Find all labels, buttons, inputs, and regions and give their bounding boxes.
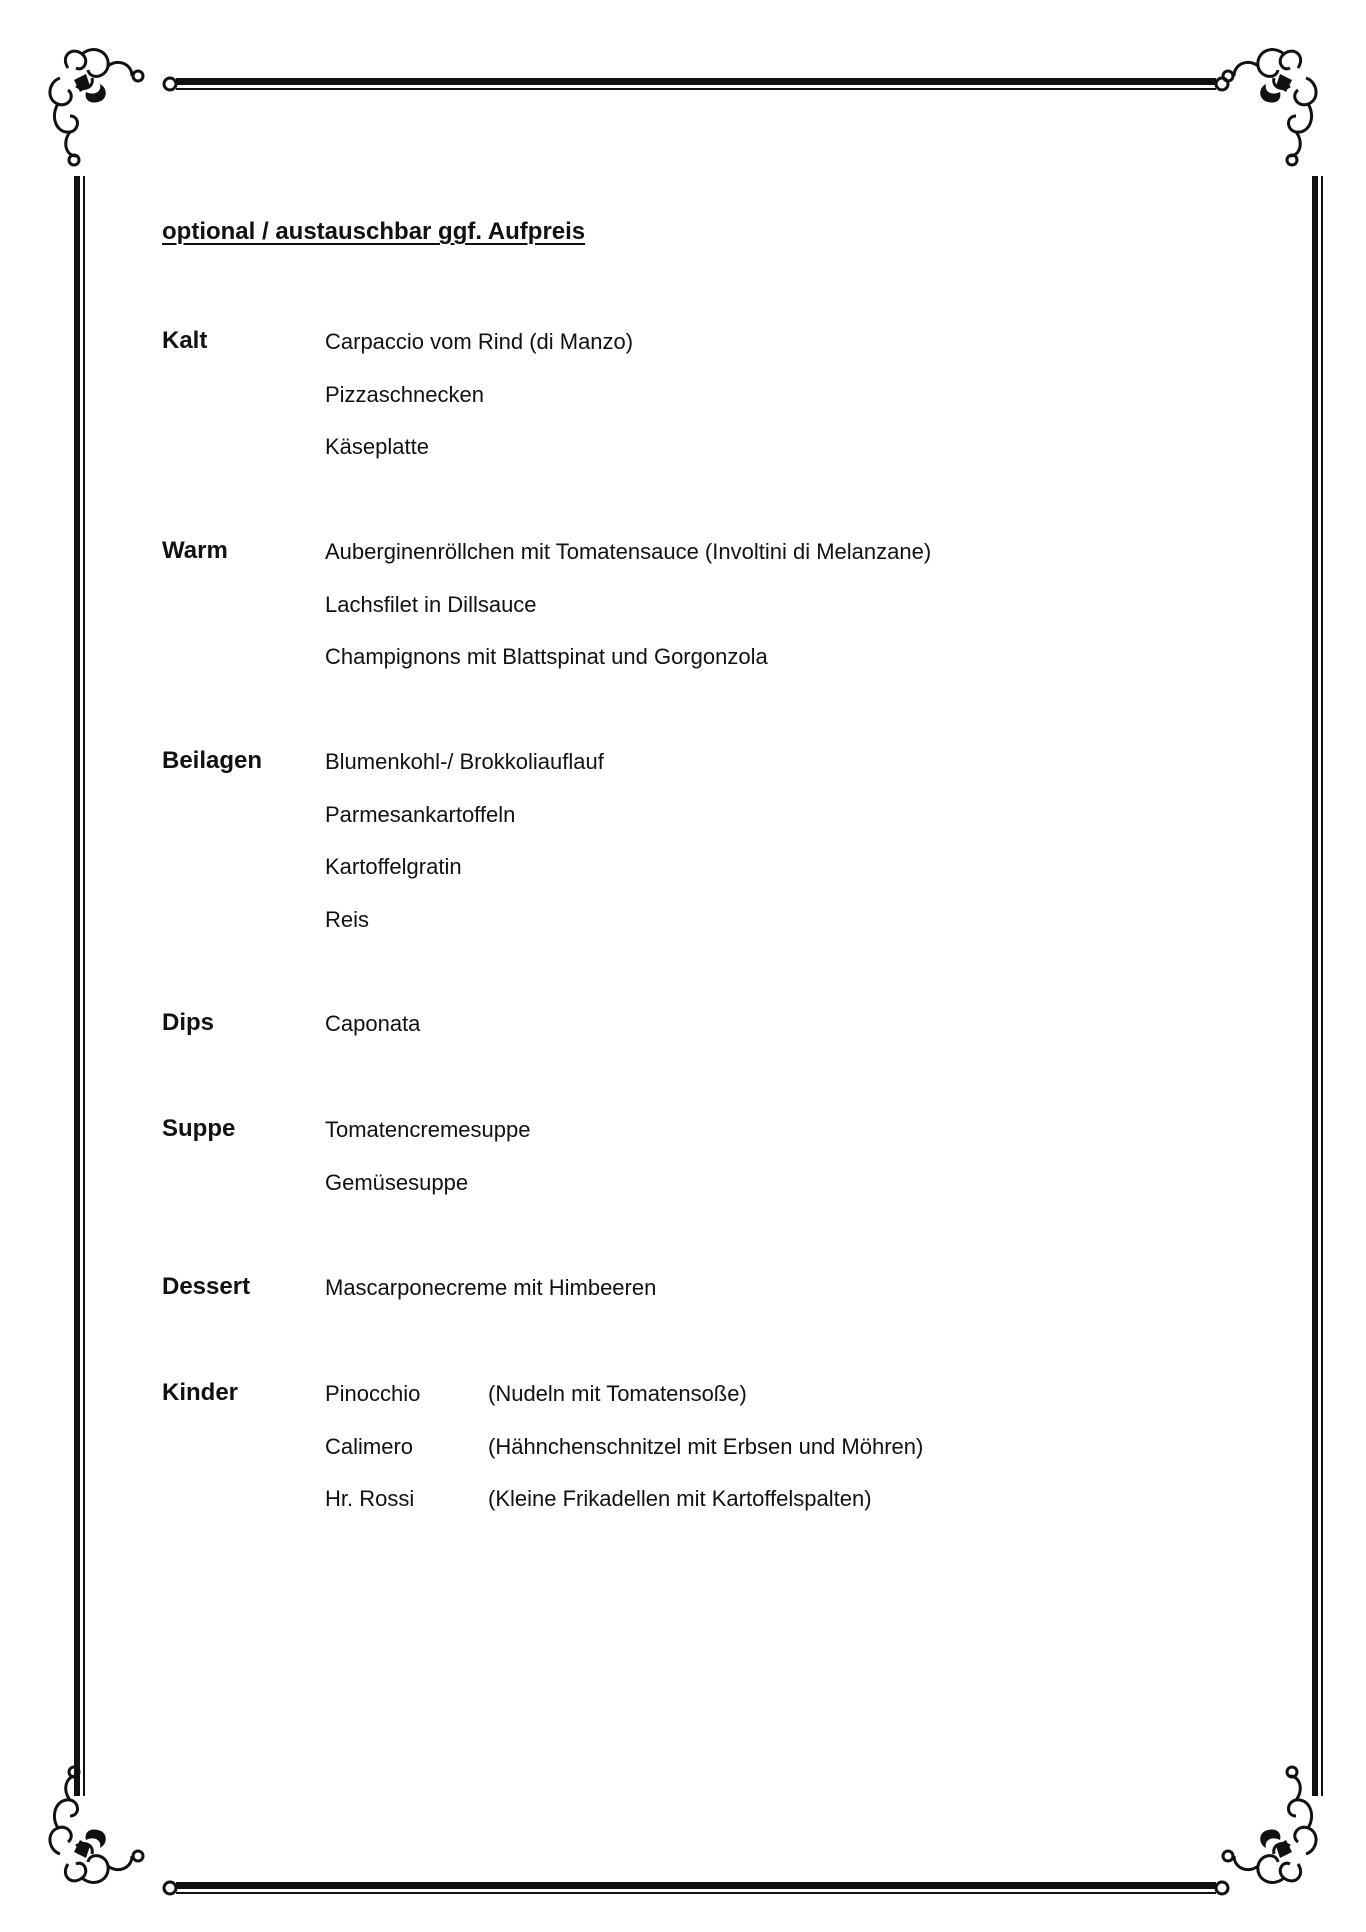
section-label: Beilagen xyxy=(162,747,263,774)
right-border-rule xyxy=(1312,176,1323,1796)
list-item: Lachsfilet in Dillsauce xyxy=(325,591,537,617)
left-border-rule xyxy=(74,176,85,1796)
page-title: optional / austauschbar ggf. Aufpreis xyxy=(162,218,586,245)
corner-ornament-bottom-right xyxy=(1223,1767,1316,1882)
kids-menu-row xyxy=(325,1486,923,1539)
kids-dish-name: Pinocchio xyxy=(325,1381,421,1406)
list-item: Carpaccio vom Rind (di Manzo) xyxy=(325,329,634,354)
list-item: Auberginenröllchen mit Tomatensauce (Involtini di Melanzane) xyxy=(325,539,932,564)
list-item: Champignons mit Blattspinat und Gorgonzola xyxy=(325,644,768,669)
list-item: Gemüsesuppe xyxy=(325,1169,469,1195)
kids-dish-description: (Hähnchenschnitzel mit Erbsen und Möhren) xyxy=(488,1433,924,1459)
list-item: Parmesankartoffeln xyxy=(325,801,516,827)
bottom-border-rule xyxy=(164,1882,1228,1894)
item-list xyxy=(325,539,931,697)
item-list xyxy=(325,329,633,487)
item-list xyxy=(325,1011,420,1064)
section-label: Suppe xyxy=(162,1115,236,1142)
kids-dish-description: (Kleine Frikadellen mit Kartoffelspalten) xyxy=(488,1486,872,1511)
kids-dish-name: Hr. Rossi xyxy=(325,1486,415,1511)
kids-dish-description: (Nudeln mit Tomatensoße) xyxy=(488,1381,747,1406)
list-item: Caponata xyxy=(325,1011,421,1036)
corner-ornament-top-right xyxy=(1223,50,1316,165)
top-border-rule xyxy=(164,78,1228,90)
kids-dish-name: Calimero xyxy=(325,1433,414,1459)
list-item: Reis xyxy=(325,906,370,932)
item-list xyxy=(325,1117,530,1222)
section-label: Kinder xyxy=(162,1379,239,1406)
list-item: Kartoffelgratin xyxy=(325,854,462,879)
list-item: Blumenkohl-/ Brokkoliauflauf xyxy=(325,749,604,774)
section-label: Warm xyxy=(162,537,228,564)
item-list xyxy=(325,1275,656,1328)
section-label: Dessert xyxy=(162,1273,251,1300)
list-item: Käseplatte xyxy=(325,434,429,459)
list-item: Pizzaschnecken xyxy=(325,381,484,407)
section-label: Dips xyxy=(162,1009,215,1036)
list-item: Mascarponecreme mit Himbeeren xyxy=(325,1275,657,1300)
corner-ornament-bottom-left xyxy=(50,1767,143,1882)
item-list xyxy=(325,749,604,959)
section-label: Kalt xyxy=(162,327,208,354)
item-list xyxy=(325,1381,923,1539)
list-item: Tomatencremesuppe xyxy=(325,1117,531,1142)
corner-ornament-top-left xyxy=(50,50,143,165)
kids-menu-row xyxy=(325,1434,923,1487)
kids-menu-row xyxy=(325,1381,923,1434)
